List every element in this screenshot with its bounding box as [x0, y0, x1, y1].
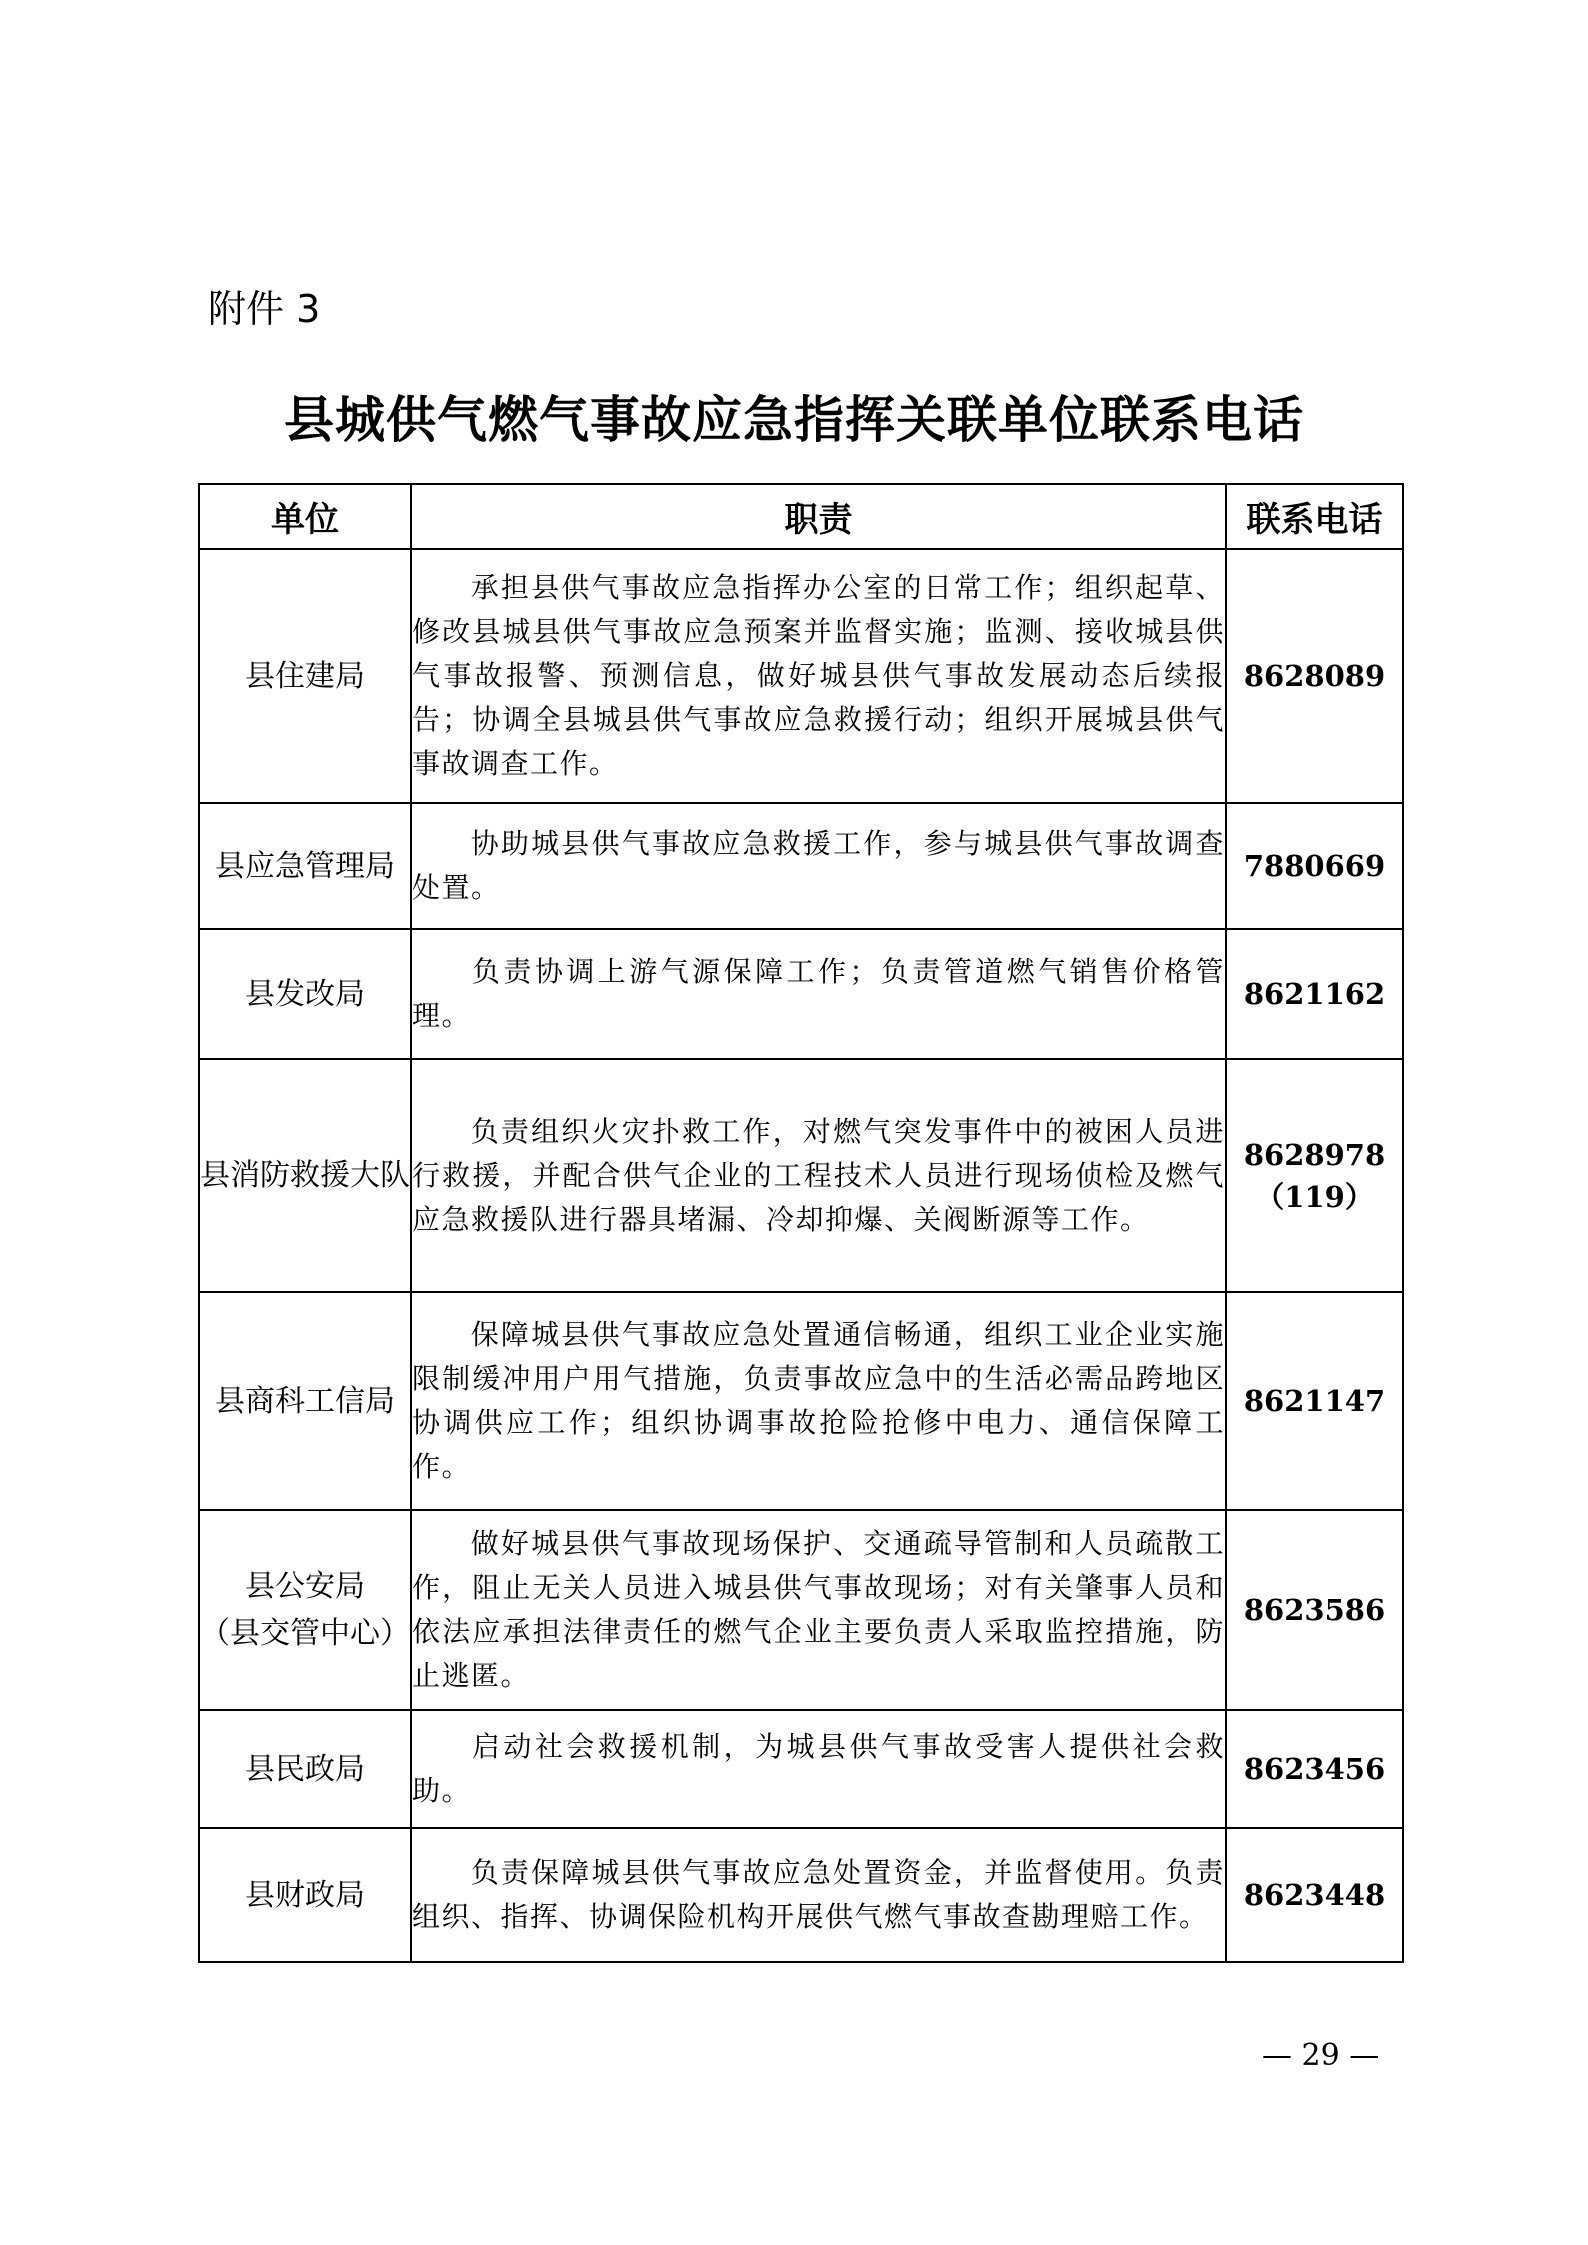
table-row [199, 803, 1403, 929]
unit-cell: 县消防救援大队 [199, 1059, 411, 1292]
duty-cell [411, 1292, 1226, 1510]
duty-text: 做好城县供气事故现场保护、交通疏导管制和人员疏散工作，阻止无关人员进入城县供气事故现场；对有关肇事人员和依法应承担法律责任的燃气企业主要负责人采取监控措施，防止逃匿。 [412, 1527, 1225, 1692]
duty-text: 启动社会救援机制，为城县供气事故受害人提供社会救助。 [412, 1730, 1225, 1807]
duty-cell [411, 1510, 1226, 1710]
phone-cell: 8621162 [1226, 929, 1403, 1059]
table-row [199, 1828, 1403, 1962]
contacts-table [198, 483, 1404, 1963]
duty-text: 负责组织火灾扑救工作，对燃气突发事件中的被困人员进行救援，并配合供气企业的工程技术人员进行现场侦检及燃气应急救援队进行器具堵漏、冷却抑爆、关阀断源等工作。 [412, 1114, 1225, 1236]
unit-cell: 县商科工信局 [199, 1292, 411, 1510]
header-unit: 单位 [199, 484, 411, 549]
phone-cell: 8623586 [1226, 1510, 1403, 1710]
document-title: 县城供气燃气事故应急指挥关联单位联系电话 [284, 391, 1304, 449]
duty-text: 负责保障城县供气事故应急处置资金，并监督使用。负责组织、指挥、协调保险机构开展供气燃气事故查勘理赔工作。 [412, 1856, 1225, 1933]
duty-cell [411, 1710, 1226, 1828]
phone-cell: 8621147 [1226, 1292, 1403, 1510]
unit-cell: 县民政局 [199, 1710, 411, 1828]
duty-text: 协助城县供气事故应急救援工作，参与城县供气事故调查处置。 [412, 827, 1225, 904]
duty-text: 保障城县供气事故应急处置通信畅通，组织工业企业实施限制缓冲用户用气措施，负责事故应急中的生活必需品跨地区协调供应工作；组织协调事故抢险抢修中电力、通信保障工作。 [412, 1318, 1225, 1483]
table-row [199, 929, 1403, 1059]
duty-cell [411, 1059, 1226, 1292]
phone-extra: （119） [1255, 1179, 1374, 1214]
page-number: — 29 — [1262, 2038, 1380, 2073]
attachment-label: 附件 3 [208, 287, 321, 331]
duty-cell [411, 1828, 1226, 1962]
unit-extra: （县交管中心） [200, 1616, 410, 1651]
duty-text: 承担县供气事故应急指挥办公室的日常工作；组织起草、修改县城县供气事故应急预案并监督实施；监测、接收城县供气事故报警、预测信息，做好城县供气事故发展动态后续报告；协调全县城县供气事故应急救援行动；组织开展城县供气事故调查工作。 [412, 571, 1225, 780]
table-row [199, 1710, 1403, 1828]
header-phone: 联系电话 [1226, 484, 1403, 549]
unit-cell [199, 1510, 411, 1710]
unit-cell: 县财政局 [199, 1828, 411, 1962]
table-row [199, 1059, 1403, 1292]
phone-cell [1226, 1059, 1403, 1292]
phone-cell: 8628089 [1226, 549, 1403, 803]
phone-cell: 7880669 [1226, 803, 1403, 929]
duty-cell [411, 803, 1226, 929]
duty-text: 负责协调上游气源保障工作；负责管道燃气销售价格管理。 [412, 955, 1225, 1032]
unit-cell: 县发改局 [199, 929, 411, 1059]
table-row [199, 1292, 1403, 1510]
unit-cell: 县应急管理局 [199, 803, 411, 929]
phone-number: 8628978 [1243, 1137, 1386, 1172]
unit-name: 县公安局 [245, 1569, 365, 1604]
table-header-row [199, 484, 1403, 549]
header-duty: 职责 [411, 484, 1226, 549]
unit-cell: 县住建局 [199, 549, 411, 803]
duty-cell [411, 929, 1226, 1059]
phone-cell: 8623448 [1226, 1828, 1403, 1962]
phone-cell: 8623456 [1226, 1710, 1403, 1828]
duty-cell [411, 549, 1226, 803]
table-row [199, 549, 1403, 803]
table-row [199, 1510, 1403, 1710]
